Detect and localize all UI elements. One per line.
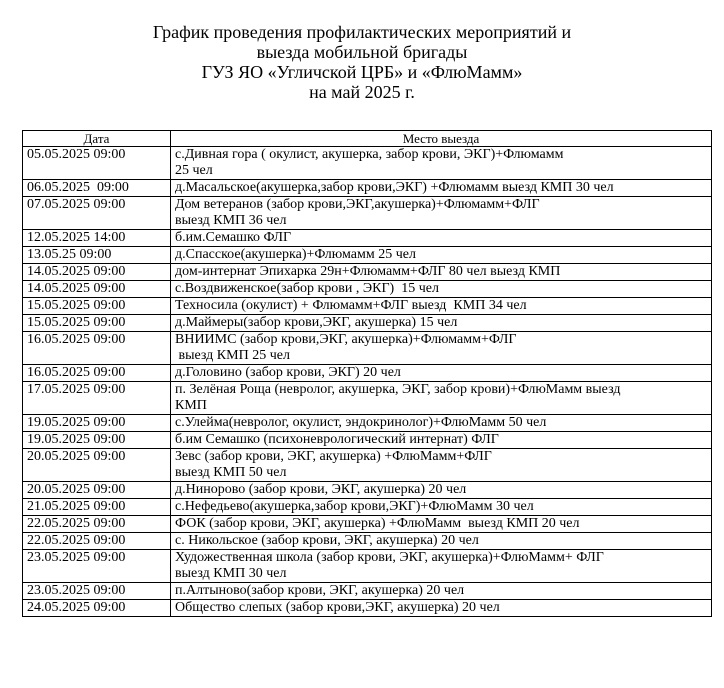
row-date: 19.05.2025 09:00 xyxy=(23,432,171,449)
row-place-line: п.Алтыново(забор крови, ЭКГ, акушерка) 20 чел xyxy=(175,583,465,598)
row-place xyxy=(171,247,712,264)
row-date: 05.05.2025 09:00 xyxy=(23,147,171,180)
table-row xyxy=(23,600,712,617)
row-place-line: б.им Семашко (психоневрологический интернат) ФЛГ xyxy=(175,432,499,447)
row-date: 12.05.2025 14:00 xyxy=(23,230,171,247)
row-place xyxy=(171,264,712,281)
row-place xyxy=(171,482,712,499)
table-row xyxy=(23,147,712,180)
row-date: 20.05.2025 09:00 xyxy=(23,449,171,482)
row-place-line: с. Никольское (забор крови, ЭКГ, акушерка) 20 чел xyxy=(175,533,479,548)
table-row xyxy=(23,382,712,415)
row-place-line: п. Зелёная Роща (невролог, акушерка, ЭКГ, забор крови)+ФлюМамм выезд xyxy=(175,382,621,397)
row-place-line: 25 чел xyxy=(175,163,213,178)
row-date: 06.05.2025 09:00 xyxy=(23,180,171,197)
table-row xyxy=(23,365,712,382)
table-row xyxy=(23,230,712,247)
row-place xyxy=(171,415,712,432)
row-date: 19.05.2025 09:00 xyxy=(23,415,171,432)
row-place-line: д.Нинорово (забор крови, ЭКГ, акушерка) 20 чел xyxy=(175,482,467,497)
row-place xyxy=(171,382,712,415)
row-place xyxy=(171,449,712,482)
row-place-line: б.им.Семашко ФЛГ xyxy=(175,230,292,245)
row-place-line: выезд КМП 30 чел xyxy=(175,566,287,581)
row-place-line: с.Нефедьево(акушерка,забор крови,ЭКГ)+ФлюМамм 30 чел xyxy=(175,499,534,514)
row-place-line: с.Дивная гора ( окулист, акушерка, забор крови, ЭКГ)+Флюмамм xyxy=(175,147,564,162)
row-place-line: Общество слепых (забор крови,ЭКГ, акушерка) 20 чел xyxy=(175,600,500,615)
row-date: 15.05.2025 09:00 xyxy=(23,315,171,332)
row-place xyxy=(171,147,712,180)
row-place xyxy=(171,550,712,583)
row-date: 23.05.2025 09:00 xyxy=(23,583,171,600)
title-line-1: График проведения профилактических мероприятий и xyxy=(152,22,572,42)
table-row xyxy=(23,583,712,600)
table-row xyxy=(23,482,712,499)
row-place-line: выезд КМП 50 чел xyxy=(175,465,287,480)
row-place-line: ВНИИМС (забор крови,ЭКГ, акушерка)+Флюмамм+ФЛГ xyxy=(175,332,517,347)
table-row xyxy=(23,197,712,230)
row-place-line: д.Маймеры(забор крови,ЭКГ, акушерка) 15 чел xyxy=(175,315,458,330)
row-place-line: с.Улейма(невролог, окулист, эндокринолог)+ФлюМамм 50 чел xyxy=(175,415,547,430)
row-place-line: Техносила (окулист) + Флюмамм+ФЛГ выезд КМП 34 чел xyxy=(175,298,527,313)
row-place xyxy=(171,298,712,315)
row-date: 17.05.2025 09:00 xyxy=(23,382,171,415)
row-place xyxy=(171,533,712,550)
row-place-line: Зевс (забор крови, ЭКГ, акушерка) +ФлюМамм+ФЛГ xyxy=(175,449,492,464)
table-row xyxy=(23,315,712,332)
table-row xyxy=(23,415,712,432)
row-date: 22.05.2025 09:00 xyxy=(23,516,171,533)
title-line-3: ГУЗ ЯО «Угличской ЦРБ» и «ФлюМамм» xyxy=(201,62,523,82)
row-place xyxy=(171,281,712,298)
schedule-table-body xyxy=(23,147,712,617)
column-header-place: Место выезда xyxy=(171,131,712,147)
table-row xyxy=(23,449,712,482)
row-date: 22.05.2025 09:00 xyxy=(23,533,171,550)
row-place xyxy=(171,583,712,600)
table-row xyxy=(23,550,712,583)
row-place-line: с.Воздвиженское(забор крови , ЭКГ) 15 чел xyxy=(175,281,439,296)
table-header-row xyxy=(23,131,712,147)
row-place-line: КМП xyxy=(175,398,207,413)
row-place-line: д.Спасское(акушерка)+Флюмамм 25 чел xyxy=(175,247,416,262)
row-place-line: дом-интернат Эпихарка 29н+Флюмамм+ФЛГ 80 чел выезд КМП xyxy=(175,264,561,279)
row-place-line: ФОК (забор крови, ЭКГ, акушерка) +ФлюМамм выезд КМП 20 чел xyxy=(175,516,580,531)
row-date: 16.05.2025 09:00 xyxy=(23,365,171,382)
row-date: 16.05.2025 09:00 xyxy=(23,332,171,365)
schedule-table xyxy=(22,130,712,617)
title-line-4: на май 2025 г. xyxy=(309,82,415,102)
document-title xyxy=(0,22,724,102)
row-date: 14.05.2025 09:00 xyxy=(23,264,171,281)
row-place-line: выезд КМП 25 чел xyxy=(175,348,290,363)
row-place xyxy=(171,365,712,382)
table-row xyxy=(23,432,712,449)
row-place xyxy=(171,197,712,230)
table-row xyxy=(23,298,712,315)
table-row xyxy=(23,516,712,533)
table-row xyxy=(23,533,712,550)
row-place xyxy=(171,516,712,533)
table-row xyxy=(23,264,712,281)
table-row xyxy=(23,247,712,264)
row-date: 07.05.2025 09:00 xyxy=(23,197,171,230)
row-place-line: Дом ветеранов (забор крови,ЭКГ,акушерка)+Флюмамм+ФЛГ xyxy=(175,197,540,212)
table-row xyxy=(23,499,712,516)
row-date: 24.05.2025 09:00 xyxy=(23,600,171,617)
row-place-line: д.Масальское(акушерка,забор крови,ЭКГ) +Флюмамм выезд КМП 30 чел xyxy=(175,180,614,195)
title-line-2: выезда мобильной бригады xyxy=(256,42,468,62)
row-place xyxy=(171,315,712,332)
row-date: 13.05.25 09:00 xyxy=(23,247,171,264)
row-date: 14.05.2025 09:00 xyxy=(23,281,171,298)
table-row xyxy=(23,180,712,197)
row-date: 21.05.2025 09:00 xyxy=(23,499,171,516)
table-row xyxy=(23,332,712,365)
row-place xyxy=(171,230,712,247)
table-row xyxy=(23,281,712,298)
column-header-date: Дата xyxy=(23,131,171,147)
row-place-line: д.Головино (забор крови, ЭКГ) 20 чел xyxy=(175,365,401,380)
row-place xyxy=(171,600,712,617)
row-place xyxy=(171,332,712,365)
row-place xyxy=(171,432,712,449)
row-place xyxy=(171,180,712,197)
row-place-line: Художественная школа (забор крови, ЭКГ, акушерка)+ФлюМамм+ ФЛГ xyxy=(175,550,604,565)
row-place-line: выезд КМП 36 чел xyxy=(175,213,287,228)
row-date: 23.05.2025 09:00 xyxy=(23,550,171,583)
row-date: 15.05.2025 09:00 xyxy=(23,298,171,315)
row-date: 20.05.2025 09:00 xyxy=(23,482,171,499)
row-place xyxy=(171,499,712,516)
